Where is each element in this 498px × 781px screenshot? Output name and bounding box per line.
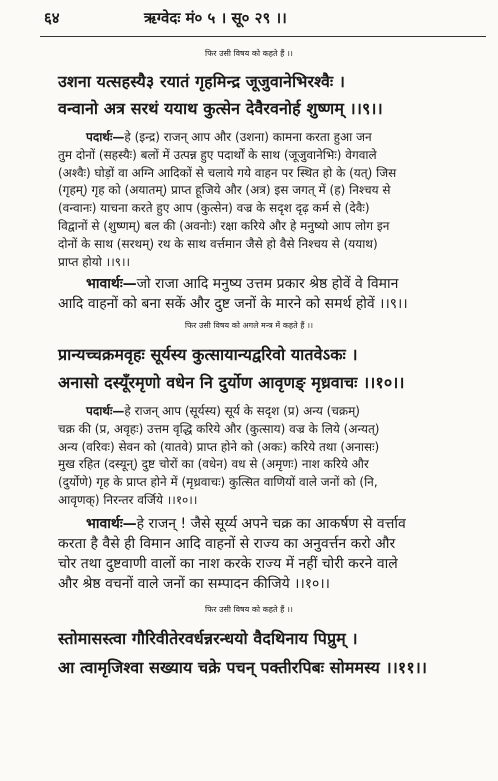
- mantra-line: उशना यत्सहस्यै३ रयातं गृहमिन्द्र जूजुवानेभिरश्वैः ।: [58, 72, 346, 91]
- page-number: ६४: [44, 9, 60, 27]
- mantra-line: आ त्वामृजिश्वा सख्याय चक्रे पचन् पक्तीरपिबः सोममस्य ।।११।।: [58, 658, 428, 677]
- text-line: भावार्थः—हे राजन् ! जैसे सूर्य्य अपने चक्र का आकर्षण से वर्त्ताव: [86, 516, 406, 532]
- text-line: चक्र की (प्र, अवृहः) उत्तम वृद्धि करिये और (कुत्साय) वज्र के लिये (अन्यत्): [58, 421, 380, 436]
- text-line: भावार्थः—जो राजा आदि मनुष्य उत्तम प्रकार श्रेष्ठ होवें वे विमान: [86, 276, 399, 292]
- section-heading: फिर उसी विषय को कहते हैं ।।: [205, 49, 293, 58]
- section-heading: फिर उसी विषय को कहते हैं ।।: [205, 605, 293, 614]
- mantra-line: वन्वानो अत्र सरथं ययाथ कुत्सेन देवैरवनोर्ह शुष्णम् ।।९।।: [58, 99, 383, 118]
- text-line: पदार्थः—हे राजन् आप (सूर्यस्य) सूर्य के सदृश (प्र) अन्य (चक्रम्): [86, 404, 360, 418]
- padartha-paragraph: [58, 129, 488, 271]
- bhavartha-label: भावार्थः—: [86, 516, 137, 532]
- bhavartha-paragraph: [58, 274, 488, 314]
- text-line: अन्य (वरिवः) सेवन को (यातवे) प्राप्त होने को (अकः) करिये तथा (अनासः): [58, 439, 380, 454]
- text-line: मुख रहित (दस्यून्) दुष्ट चोरों का (वधेन) वध से (अमृणः) नाश करिये और: [58, 457, 369, 472]
- bhavartha-label: भावार्थः—: [86, 276, 137, 292]
- padartha-label: पदार्थः—: [86, 130, 125, 144]
- mantra-line: अनासो दस्यूँरमृणो वधेन नि दुर्योण आवृणङ् मृध्रवाचः ।।१०।।: [58, 373, 405, 392]
- padartha-paragraph: [58, 403, 488, 510]
- padartha-label: पदार्थः—: [86, 404, 125, 418]
- text-line: चोर तथा दुष्टवाणी वालों का नाश करके राज्य में नहीं चोरी करने वाले: [58, 556, 398, 572]
- text-line: दोनों के साथ (सरथम्) रथ के साथ वर्त्तमान जैसे हो वैसे निश्चय से (ययाथ): [58, 236, 378, 251]
- mantra-line: प्रान्यच्चक्रमवृहः सूर्यस्य कुत्सायान्यद्वरिवो यातवेऽकः ।: [58, 345, 358, 364]
- text-line: पदार्थः—हे (इन्द्र) राजन् आप और (उशना) कामना करता हुआ जन: [86, 130, 372, 144]
- text-line: आदि वाहनों को बना सकें और दुष्ट जनों के मारने को समर्थ होवें ।।९।।: [58, 296, 408, 312]
- bhavartha-paragraph: [58, 514, 488, 594]
- text-line: प्राप्त होयो ।।९।।: [58, 254, 131, 269]
- text-line: और श्रेष्ठ वचनों वाले जनों का सम्पादन कीजिये ।।१०।।: [58, 576, 330, 592]
- text-line: (अश्वैः) घोड़ों वा अग्नि आदिकों से चलाये गये वाहन पर स्थित हो के (यत्) जिस: [58, 165, 397, 180]
- text-line: (गृहम्) गृह को (अयातम्) प्राप्त हूजिये और (अत्र) इस जगत् में (ह) निश्चय से: [58, 183, 391, 198]
- section-heading: फिर उसी विषय को अगले मन्त्र में कहते हैं ।।: [184, 321, 314, 330]
- running-head: ऋग्वेदः मं० ५ । सू० २९ ।।: [144, 9, 287, 27]
- header-rule: [40, 36, 486, 37]
- page-header: [44, 6, 484, 30]
- text-line: तुम दोनों (सहस्यैः) बलों में उत्पन्न हुए पदार्थों के साथ (जूजुवानेभिः) वेगवाले: [58, 147, 377, 162]
- text-line: करता है वैसे ही विमान आदि वाहनों से राज्य का अनुवर्त्तन करो और: [58, 536, 396, 552]
- text-line: विद्वानों से (शुष्णम्) बल की (अवनोः) रक्षा करिये और हे मनुष्यो आप लोग इन: [58, 218, 390, 233]
- text-line: (दुर्योणे) गृह के प्राप्त होने में (मृध्रवाचः) कुत्सित वाणियों वाले जनों को (नि,: [58, 475, 378, 490]
- text-line: (वन्वानः) याचना करते हुए आप (कुत्सेन) वज्र के सदृश दृढ़ कर्म से (देवैः): [58, 201, 370, 216]
- text-line: आवृणक्) निरन्तर वर्जिये ।।१०।।: [58, 492, 198, 507]
- mantra-line: स्तोमासस्त्वा गौरिवीतेरवर्धन्नरन्धयो वैदथिनाय पिप्रुम् ।: [58, 629, 358, 648]
